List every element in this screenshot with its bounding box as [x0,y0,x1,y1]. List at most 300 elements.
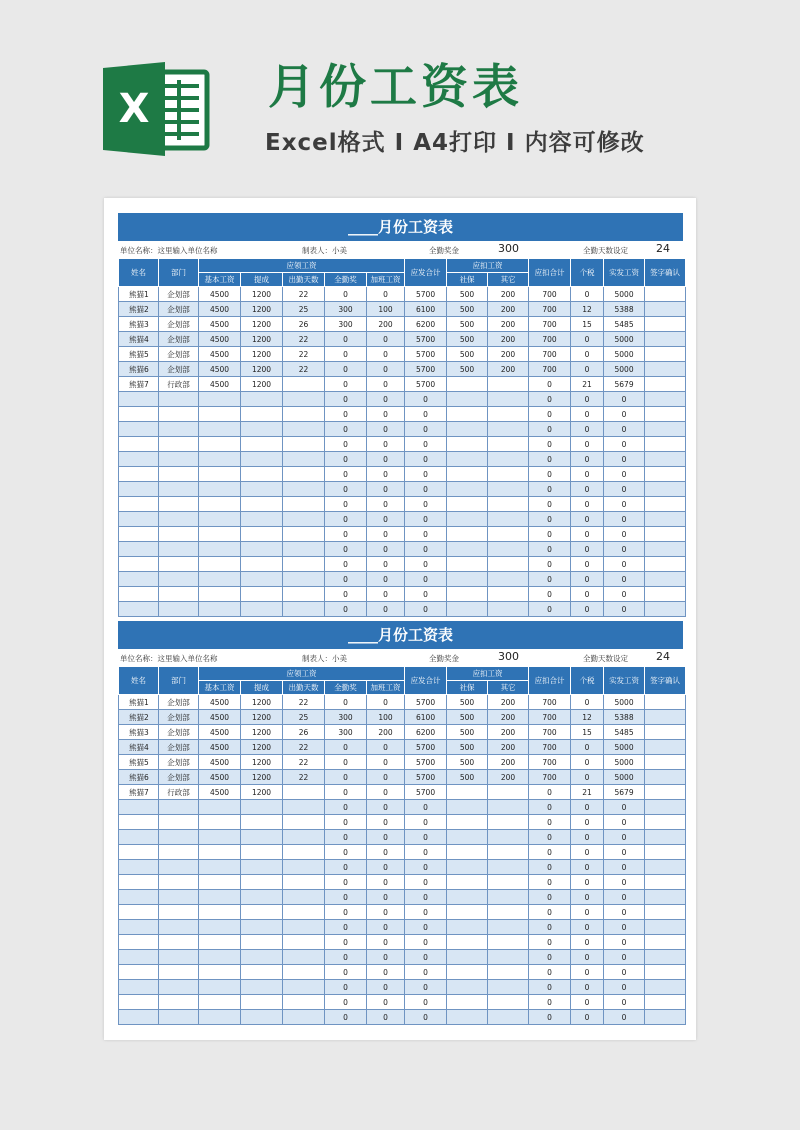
table-cell[interactable]: 熊猫3 [119,725,159,740]
table-cell[interactable] [488,830,529,845]
table-cell[interactable]: 21 [571,785,604,800]
table-cell[interactable]: 5700 [405,770,447,785]
table-cell[interactable]: 0 [604,482,645,497]
table-cell[interactable]: 0 [405,497,447,512]
table-cell[interactable] [283,587,325,602]
table-cell[interactable]: 0 [325,587,367,602]
table-cell[interactable] [645,770,686,785]
table-cell[interactable] [159,452,199,467]
table-cell[interactable] [283,905,325,920]
table-cell[interactable] [119,407,159,422]
table-cell[interactable]: 0 [367,452,405,467]
table-cell[interactable] [447,905,488,920]
table-cell[interactable] [241,950,283,965]
table-cell[interactable]: 0 [529,815,571,830]
table-cell[interactable]: 500 [447,347,488,362]
table-cell[interactable]: 0 [604,512,645,527]
table-cell[interactable]: 0 [367,287,405,302]
table-cell[interactable]: 12 [571,710,604,725]
table-cell[interactable]: 0 [325,830,367,845]
table-cell[interactable] [645,362,686,377]
table-cell[interactable]: 0 [367,830,405,845]
table-cell[interactable] [119,437,159,452]
table-cell[interactable]: 0 [529,935,571,950]
table-cell[interactable]: 0 [604,905,645,920]
table-cell[interactable]: 100 [367,302,405,317]
table-cell[interactable]: 0 [571,770,604,785]
table-cell[interactable] [645,965,686,980]
table-cell[interactable]: 5700 [405,347,447,362]
table-cell[interactable]: 5700 [405,362,447,377]
table-cell[interactable]: 0 [405,890,447,905]
table-cell[interactable]: 熊猫2 [119,710,159,725]
table-cell[interactable] [199,482,241,497]
table-cell[interactable] [645,830,686,845]
table-cell[interactable] [119,527,159,542]
table-cell[interactable]: 6200 [405,725,447,740]
table-cell[interactable] [447,830,488,845]
table-cell[interactable] [199,830,241,845]
table-cell[interactable]: 200 [488,287,529,302]
table-cell[interactable] [159,920,199,935]
table-cell[interactable]: 0 [325,287,367,302]
table-cell[interactable]: 1200 [241,287,283,302]
table-cell[interactable] [119,497,159,512]
table-cell[interactable] [645,332,686,347]
table-cell[interactable]: 6100 [405,302,447,317]
table-cell[interactable]: 0 [325,527,367,542]
table-cell[interactable]: 0 [529,392,571,407]
table-cell[interactable]: 700 [529,755,571,770]
table-cell[interactable] [119,587,159,602]
table-cell[interactable]: 企划部 [159,347,199,362]
table-cell[interactable]: 0 [367,392,405,407]
table-cell[interactable] [283,572,325,587]
table-cell[interactable]: 700 [529,302,571,317]
table-cell[interactable]: 0 [571,755,604,770]
table-cell[interactable] [447,935,488,950]
table-cell[interactable] [199,587,241,602]
table-cell[interactable]: 0 [604,392,645,407]
table-cell[interactable] [241,512,283,527]
table-cell[interactable]: 企划部 [159,317,199,332]
table-cell[interactable] [488,980,529,995]
table-cell[interactable]: 熊猫1 [119,695,159,710]
table-cell[interactable]: 0 [529,422,571,437]
table-cell[interactable]: 0 [529,980,571,995]
table-cell[interactable] [119,482,159,497]
table-cell[interactable]: 700 [529,740,571,755]
table-cell[interactable]: 0 [571,362,604,377]
table-cell[interactable] [241,980,283,995]
table-cell[interactable]: 5700 [405,377,447,392]
table-cell[interactable]: 500 [447,332,488,347]
table-cell[interactable] [645,392,686,407]
table-cell[interactable] [199,920,241,935]
table-cell[interactable]: 0 [571,935,604,950]
table-cell[interactable]: 200 [488,302,529,317]
table-cell[interactable] [488,875,529,890]
table-cell[interactable]: 熊猫7 [119,377,159,392]
table-cell[interactable] [283,542,325,557]
table-cell[interactable]: 0 [325,935,367,950]
table-cell[interactable] [241,1010,283,1025]
table-cell[interactable]: 0 [325,332,367,347]
table-cell[interactable] [119,950,159,965]
table-cell[interactable]: 0 [325,695,367,710]
table-cell[interactable] [283,602,325,617]
table-cell[interactable]: 0 [367,587,405,602]
table-cell[interactable] [283,467,325,482]
table-cell[interactable]: 15 [571,317,604,332]
table-cell[interactable]: 0 [405,602,447,617]
table-cell[interactable] [119,557,159,572]
table-cell[interactable]: 4500 [199,332,241,347]
table-cell[interactable] [241,920,283,935]
table-cell[interactable]: 0 [367,602,405,617]
table-cell[interactable]: 5000 [604,332,645,347]
table-cell[interactable]: 500 [447,710,488,725]
table-cell[interactable] [645,557,686,572]
table-cell[interactable] [119,422,159,437]
table-cell[interactable]: 0 [604,602,645,617]
table-cell[interactable] [199,905,241,920]
table-cell[interactable] [241,467,283,482]
table-cell[interactable]: 行政部 [159,377,199,392]
table-cell[interactable] [645,980,686,995]
table-cell[interactable]: 0 [604,980,645,995]
table-cell[interactable]: 4500 [199,710,241,725]
table-cell[interactable]: 200 [488,347,529,362]
table-cell[interactable] [283,800,325,815]
table-cell[interactable]: 700 [529,770,571,785]
table-cell[interactable] [645,845,686,860]
table-cell[interactable] [283,377,325,392]
table-cell[interactable] [119,890,159,905]
table-cell[interactable] [159,935,199,950]
table-cell[interactable] [447,980,488,995]
table-cell[interactable]: 500 [447,317,488,332]
table-cell[interactable]: 4500 [199,695,241,710]
table-cell[interactable]: 0 [571,740,604,755]
table-cell[interactable]: 0 [367,437,405,452]
table-cell[interactable] [283,557,325,572]
table-cell[interactable] [241,482,283,497]
table-cell[interactable]: 0 [405,407,447,422]
table-cell[interactable] [119,980,159,995]
table-cell[interactable] [199,980,241,995]
table-cell[interactable]: 5000 [604,740,645,755]
table-cell[interactable]: 0 [604,467,645,482]
maker-label[interactable]: 制表人：小美 [302,654,347,663]
table-cell[interactable]: 0 [367,362,405,377]
table-cell[interactable]: 5700 [405,785,447,800]
table-cell[interactable]: 4500 [199,755,241,770]
table-cell[interactable] [119,860,159,875]
table-cell[interactable]: 0 [325,980,367,995]
table-cell[interactable] [241,830,283,845]
table-cell[interactable]: 0 [571,920,604,935]
table-cell[interactable] [283,482,325,497]
table-cell[interactable]: 0 [325,512,367,527]
table-cell[interactable]: 0 [571,1010,604,1025]
table-cell[interactable]: 0 [325,965,367,980]
table-cell[interactable]: 4500 [199,302,241,317]
table-cell[interactable]: 0 [604,542,645,557]
table-cell[interactable] [241,815,283,830]
table-cell[interactable] [645,497,686,512]
table-cell[interactable]: 0 [405,935,447,950]
table-cell[interactable]: 0 [529,587,571,602]
table-cell[interactable]: 22 [283,362,325,377]
table-cell[interactable] [241,905,283,920]
table-cell[interactable] [241,452,283,467]
table-cell[interactable] [447,950,488,965]
table-cell[interactable] [488,815,529,830]
table-cell[interactable] [199,875,241,890]
table-cell[interactable] [283,935,325,950]
table-cell[interactable]: 26 [283,317,325,332]
table-cell[interactable] [241,890,283,905]
table-cell[interactable]: 0 [367,935,405,950]
table-cell[interactable]: 0 [405,452,447,467]
table-cell[interactable]: 0 [571,482,604,497]
table-cell[interactable] [199,935,241,950]
table-cell[interactable]: 0 [367,542,405,557]
table-cell[interactable] [488,785,529,800]
table-cell[interactable] [159,995,199,1010]
table-cell[interactable]: 0 [529,800,571,815]
table-cell[interactable] [119,602,159,617]
table-cell[interactable]: 0 [571,587,604,602]
table-cell[interactable] [119,512,159,527]
table-cell[interactable]: 5000 [604,287,645,302]
table-cell[interactable] [447,890,488,905]
table-cell[interactable]: 0 [367,482,405,497]
table-cell[interactable] [488,935,529,950]
table-cell[interactable] [447,602,488,617]
table-cell[interactable] [159,875,199,890]
table-cell[interactable] [241,587,283,602]
table-cell[interactable] [199,407,241,422]
table-cell[interactable] [283,950,325,965]
table-cell[interactable] [283,785,325,800]
table-cell[interactable] [159,512,199,527]
table-cell[interactable] [488,920,529,935]
table-cell[interactable] [241,860,283,875]
table-cell[interactable]: 1200 [241,302,283,317]
table-cell[interactable]: 0 [325,875,367,890]
table-cell[interactable]: 4500 [199,347,241,362]
table-cell[interactable]: 200 [488,362,529,377]
table-cell[interactable] [241,965,283,980]
table-cell[interactable]: 0 [367,347,405,362]
table-cell[interactable] [447,1010,488,1025]
table-cell[interactable] [241,422,283,437]
table-cell[interactable] [241,407,283,422]
table-cell[interactable]: 熊猫4 [119,332,159,347]
table-cell[interactable]: 0 [325,890,367,905]
table-cell[interactable] [488,482,529,497]
table-cell[interactable]: 6100 [405,710,447,725]
table-cell[interactable]: 0 [405,965,447,980]
table-cell[interactable]: 5000 [604,347,645,362]
table-cell[interactable]: 300 [325,302,367,317]
table-cell[interactable] [159,905,199,920]
table-cell[interactable]: 0 [325,437,367,452]
table-cell[interactable]: 0 [405,467,447,482]
table-cell[interactable] [199,527,241,542]
table-cell[interactable]: 企划部 [159,740,199,755]
table-cell[interactable] [447,437,488,452]
table-cell[interactable]: 熊猫1 [119,287,159,302]
table-cell[interactable] [159,845,199,860]
table-cell[interactable]: 22 [283,770,325,785]
table-cell[interactable] [645,422,686,437]
table-cell[interactable]: 0 [367,497,405,512]
table-cell[interactable] [645,527,686,542]
table-cell[interactable]: 700 [529,362,571,377]
table-cell[interactable] [283,407,325,422]
table-cell[interactable] [488,422,529,437]
table-cell[interactable] [447,995,488,1010]
table-cell[interactable]: 500 [447,695,488,710]
table-cell[interactable]: 22 [283,695,325,710]
table-cell[interactable] [645,875,686,890]
table-cell[interactable]: 21 [571,377,604,392]
table-cell[interactable]: 企划部 [159,332,199,347]
table-cell[interactable]: 0 [405,800,447,815]
table-cell[interactable] [645,542,686,557]
table-cell[interactable]: 0 [367,1010,405,1025]
table-cell[interactable]: 0 [405,1010,447,1025]
table-cell[interactable]: 0 [571,332,604,347]
table-cell[interactable] [488,452,529,467]
table-cell[interactable] [159,602,199,617]
table-cell[interactable] [199,422,241,437]
table-cell[interactable]: 5700 [405,740,447,755]
table-cell[interactable]: 0 [571,467,604,482]
table-cell[interactable]: 0 [529,965,571,980]
table-cell[interactable]: 0 [604,950,645,965]
table-cell[interactable] [447,845,488,860]
table-cell[interactable] [447,497,488,512]
table-cell[interactable]: 0 [571,437,604,452]
table-cell[interactable]: 0 [604,527,645,542]
table-cell[interactable] [119,845,159,860]
table-cell[interactable] [199,860,241,875]
table-cell[interactable] [159,965,199,980]
table-cell[interactable]: 企划部 [159,710,199,725]
table-cell[interactable]: 企划部 [159,755,199,770]
table-cell[interactable] [645,587,686,602]
table-cell[interactable]: 5700 [405,755,447,770]
table-cell[interactable]: 0 [325,905,367,920]
table-cell[interactable] [645,602,686,617]
table-cell[interactable]: 0 [604,815,645,830]
table-cell[interactable]: 700 [529,347,571,362]
table-cell[interactable] [447,377,488,392]
table-cell[interactable]: 0 [529,830,571,845]
table-cell[interactable] [199,965,241,980]
table-cell[interactable] [159,572,199,587]
table-cell[interactable] [645,800,686,815]
table-cell[interactable] [488,572,529,587]
table-cell[interactable] [283,860,325,875]
table-cell[interactable]: 0 [604,587,645,602]
table-cell[interactable]: 0 [571,800,604,815]
table-cell[interactable]: 0 [529,377,571,392]
table-cell[interactable]: 0 [529,1010,571,1025]
table-cell[interactable]: 22 [283,740,325,755]
table-cell[interactable]: 0 [604,875,645,890]
table-cell[interactable] [645,815,686,830]
table-cell[interactable] [447,392,488,407]
table-cell[interactable]: 0 [405,527,447,542]
table-cell[interactable] [488,995,529,1010]
table-cell[interactable] [645,725,686,740]
table-cell[interactable]: 1200 [241,695,283,710]
table-cell[interactable]: 0 [367,845,405,860]
table-cell[interactable]: 1200 [241,317,283,332]
table-cell[interactable]: 0 [604,572,645,587]
table-cell[interactable]: 5000 [604,362,645,377]
table-cell[interactable]: 0 [529,905,571,920]
table-cell[interactable]: 1200 [241,377,283,392]
table-cell[interactable]: 0 [529,467,571,482]
table-cell[interactable]: 0 [367,377,405,392]
table-cell[interactable] [241,995,283,1010]
table-cell[interactable] [199,452,241,467]
table-cell[interactable]: 0 [405,392,447,407]
table-cell[interactable]: 5485 [604,317,645,332]
table-cell[interactable] [283,845,325,860]
table-cell[interactable]: 0 [367,860,405,875]
table-cell[interactable] [283,980,325,995]
table-cell[interactable]: 0 [405,482,447,497]
table-cell[interactable]: 0 [405,557,447,572]
table-cell[interactable]: 0 [529,890,571,905]
table-cell[interactable]: 0 [325,362,367,377]
bonus-value[interactable]: 300 [498,650,519,663]
table-cell[interactable] [645,407,686,422]
table-cell[interactable]: 0 [325,860,367,875]
table-cell[interactable] [159,497,199,512]
table-cell[interactable] [199,995,241,1010]
table-cell[interactable] [488,377,529,392]
table-cell[interactable]: 200 [488,332,529,347]
table-cell[interactable] [159,800,199,815]
table-cell[interactable] [119,452,159,467]
table-cell[interactable]: 0 [405,437,447,452]
table-cell[interactable]: 0 [325,770,367,785]
table-cell[interactable]: 企划部 [159,362,199,377]
table-cell[interactable] [241,935,283,950]
table-cell[interactable]: 熊猫5 [119,755,159,770]
table-cell[interactable]: 0 [529,995,571,1010]
table-cell[interactable] [119,815,159,830]
table-cell[interactable] [159,1010,199,1025]
table-cell[interactable] [645,317,686,332]
table-cell[interactable]: 0 [529,602,571,617]
table-cell[interactable]: 500 [447,362,488,377]
table-cell[interactable]: 0 [367,407,405,422]
table-cell[interactable]: 0 [367,695,405,710]
table-cell[interactable] [283,392,325,407]
table-cell[interactable]: 0 [529,452,571,467]
table-cell[interactable]: 0 [604,497,645,512]
table-cell[interactable]: 0 [571,497,604,512]
